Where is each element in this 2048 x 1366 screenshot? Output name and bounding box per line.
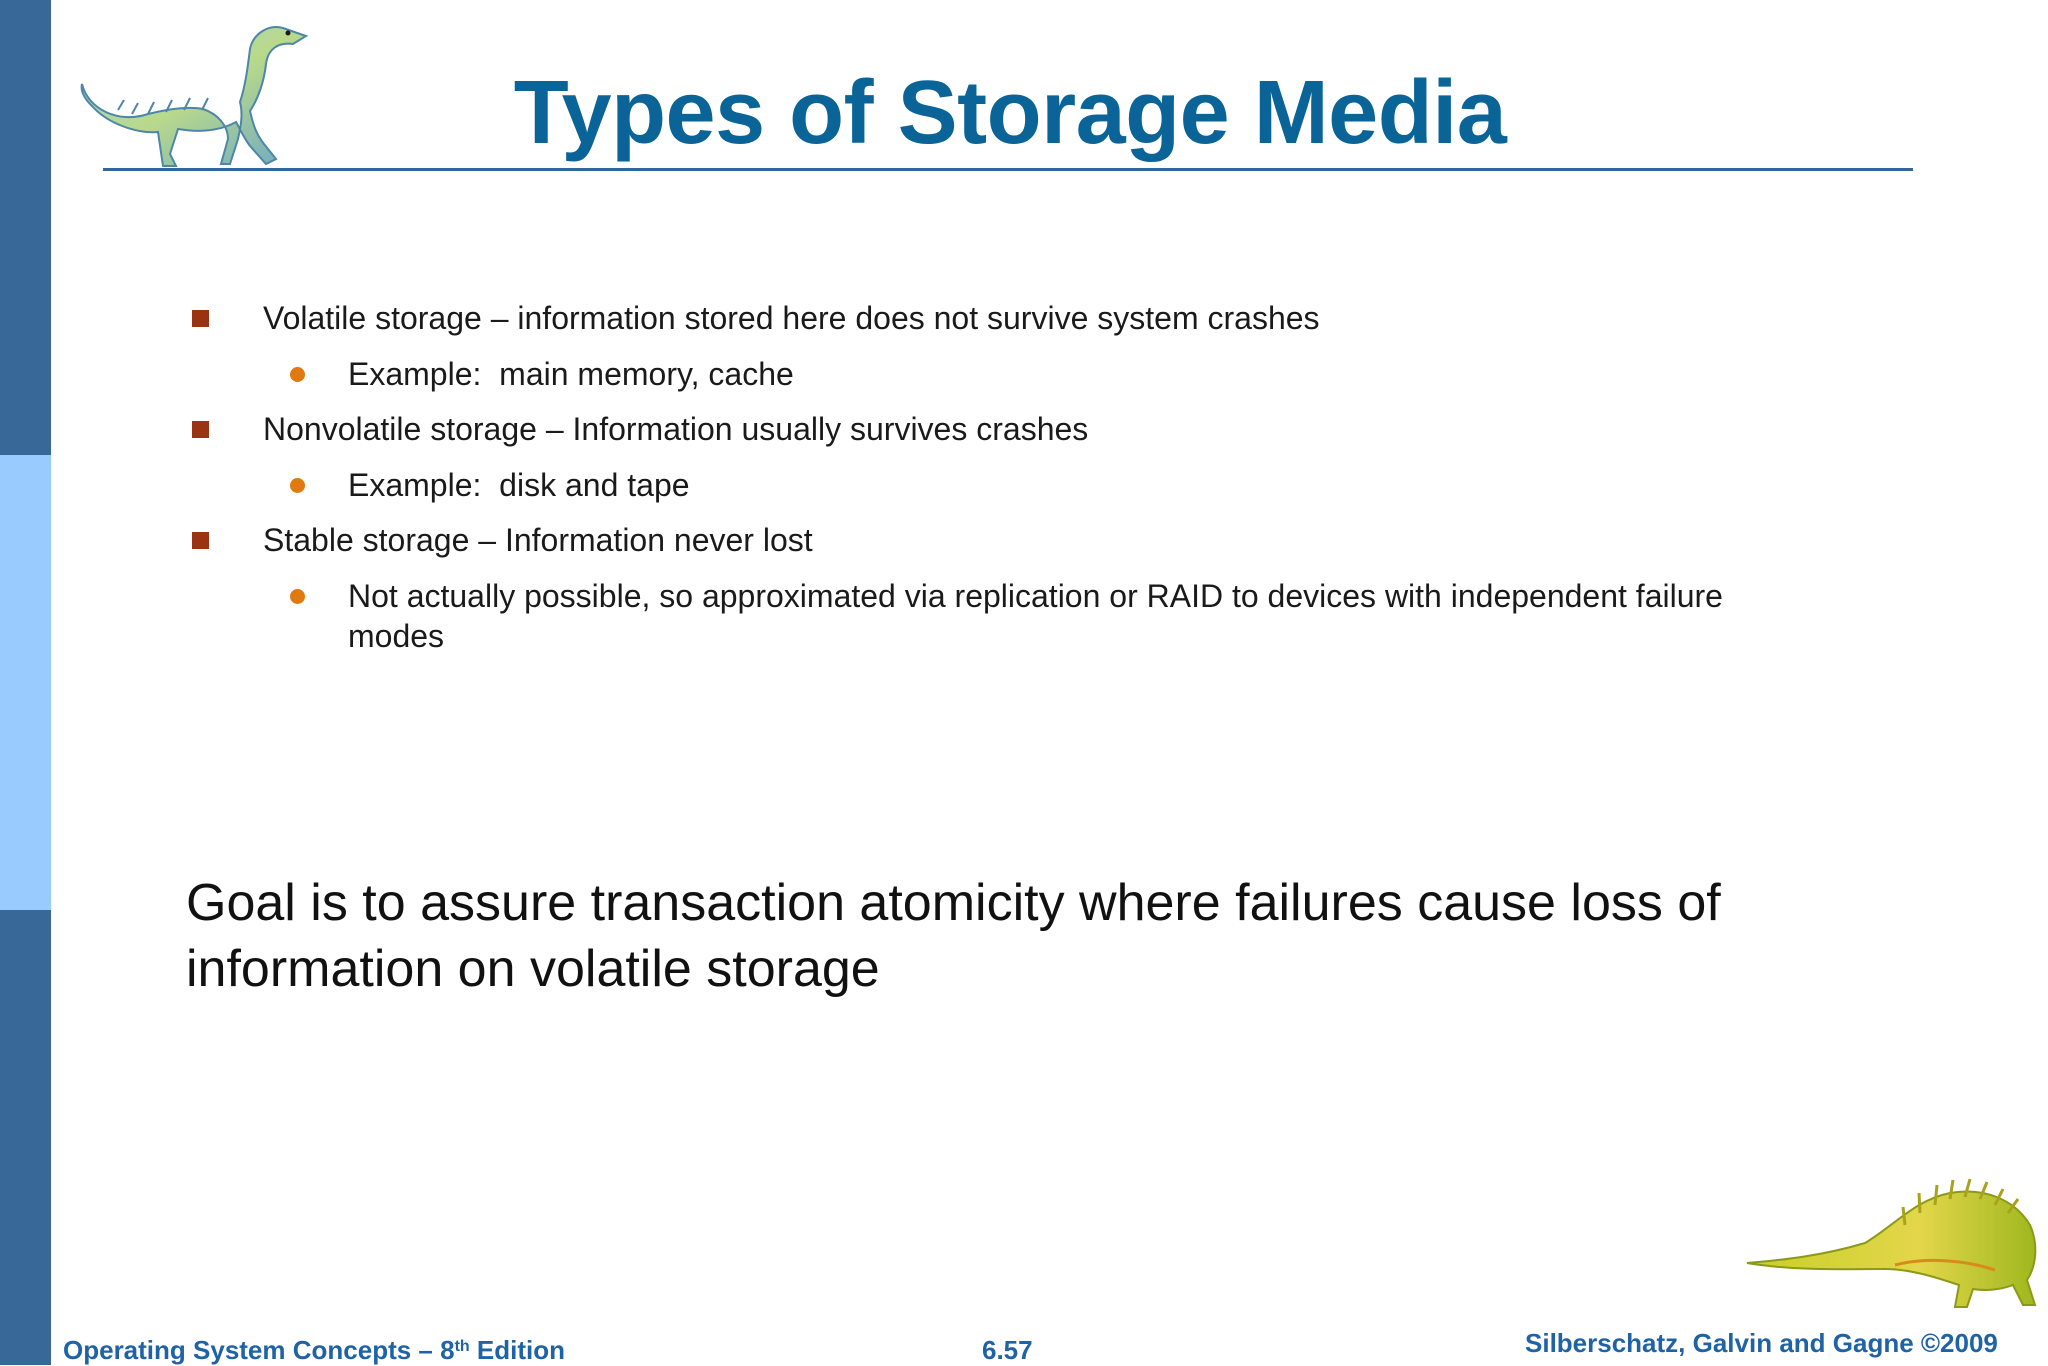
square-bullet-icon (192, 310, 209, 327)
dot-bullet-icon (290, 589, 305, 604)
goal-line-1: Goal is to assure transaction atomicity where failures cause loss of (186, 874, 1721, 932)
bullet-item-nonvolatile: Nonvolatile storage – Information usually survives crashes (263, 411, 1089, 447)
dinosaur-icon (78, 14, 314, 170)
square-bullet-icon (192, 532, 209, 549)
sidebar-bottom-segment (0, 910, 51, 1365)
sub-bullet-stable-detail: Not actually possible, so approximated via replication or RAID to devices with independent failure (348, 578, 1723, 614)
sub-bullet-nonvolatile-example: Example: disk and tape (348, 467, 690, 503)
bullet-item-volatile: Volatile storage – information stored here does not survive system crashes (263, 300, 1320, 336)
footer-copyright: Silberschatz, Galvin and Gagne ©2009 (1525, 1328, 1998, 1358)
goal-statement (186, 870, 1886, 1002)
dot-bullet-icon (290, 367, 305, 382)
bullet-item-stable: Stable storage – Information never lost (263, 522, 813, 558)
footer-book-suffix: Edition (469, 1335, 565, 1365)
sidebar-middle-segment (0, 455, 51, 910)
left-sidebar (0, 0, 51, 1365)
slide-title: Types of Storage Media (513, 63, 1507, 163)
goal-line-2: information on volatile storage (186, 940, 880, 998)
dinosaur-icon (1745, 1165, 2040, 1315)
footer-book-sup: th (454, 1338, 470, 1355)
title-underline (103, 168, 1913, 171)
square-bullet-icon (192, 421, 209, 438)
dot-bullet-icon (290, 478, 305, 493)
sidebar-top-segment (0, 0, 51, 455)
footer-page-number: 6.57 (982, 1335, 1033, 1365)
sub-bullet-stable-detail-continuation: modes (348, 618, 445, 654)
footer-book-title (63, 1334, 565, 1366)
sub-bullet-volatile-example: Example: main memory, cache (348, 356, 794, 392)
footer-book-prefix: Operating System Concepts – 8 (63, 1335, 455, 1365)
